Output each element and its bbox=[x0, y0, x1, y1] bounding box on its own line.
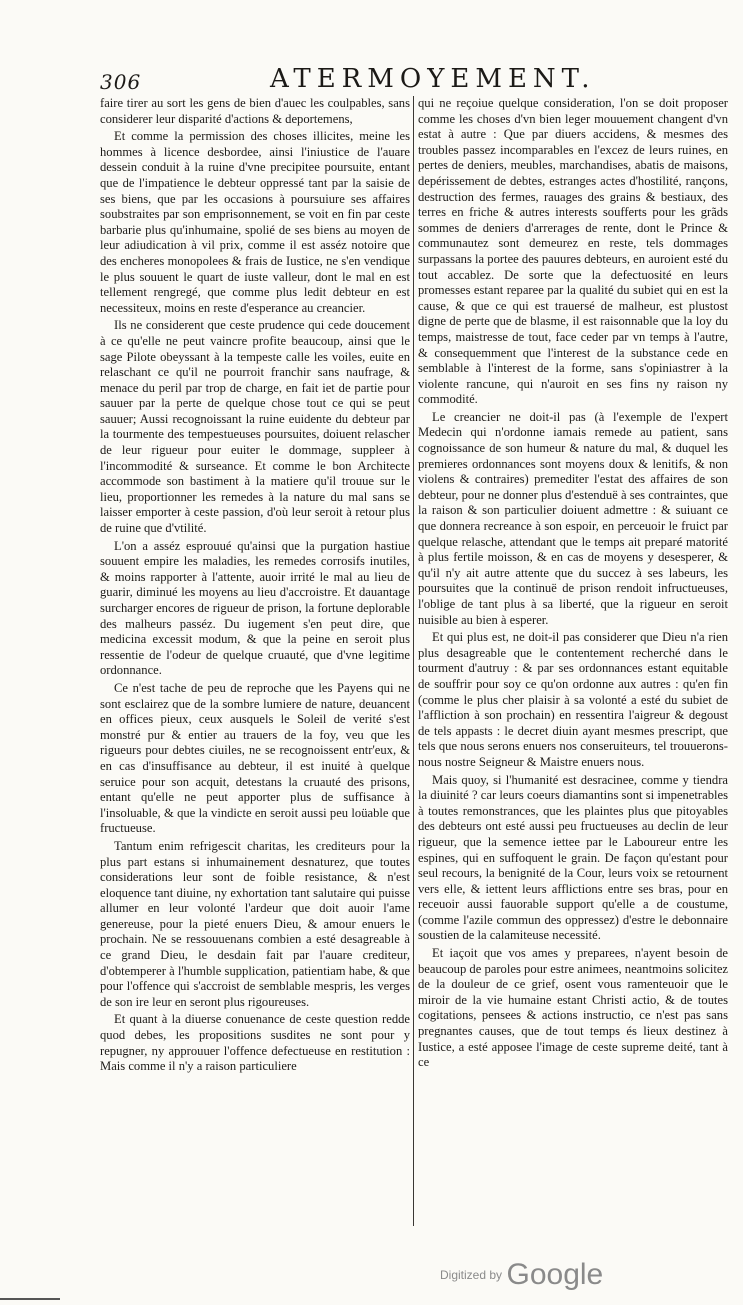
digitized-by-text: Digitized by bbox=[440, 1268, 503, 1282]
paragraph: qui ne reçoiue quelque consideration, l'on se doit proposer comme les choses d'vn bien leger mouuement changent d'vn estat à autre : Que par diuers accidens, & mesmes des troubles passez incomparables en l'excez de leurs ruines, en pertes de deniers, meubles, marchandises, abatis de maisons, depérissement de debtes, estranges actes d'hostilité, rançons, destruction des fermes, rauages des grains & bestiaux, des terres en friche & autres interests soufferts pour les grãds sommes de deniers d'arrerages de rente, dont le Prince & communautez sont demeurez en reste, tels dommages surpassans la portee des pauures debteurs, en auroient esté du tout accablez. De sorte que la defectuosité en leurs promesses estant reparee par la qualité du subiet qui en est la cause, & que ce qui est trauersé de malheur, est plustost digne de perte que de blasme, il est raisonnable que la loy du temps, maistresse de tout, face ceder par vn temps à l'autre, & consequemment que l'interest de la substance cede en semblable à l'interest de la forme, sans s'opiniastrer à la violente rancune, qui n'auroit en ses fins ny raison ny commodité. bbox=[418, 96, 728, 407]
left-column bbox=[100, 96, 410, 1226]
paragraph: Et qui plus est, ne doit-il pas considerer que Dieu n'a rien plus desagreable que le contentement recherché dans le tourment d'autruy : & par ses ordonnances estant equitable de souffrir pour soy ce qu'on ordonne aux autres : qu'en fin (comme le plus cher plaisir à sa volonté a esté du subiet de l'affliction à son prochain) en ressentira l'aigreur & degoust de tels appasts : le decret diuin ayant mesmes prescript, que tels que nous serons enuers nos conseruiteurs, tel trouuerons-nous nostre Seigneur & Maistre enuers nous. bbox=[418, 630, 728, 769]
paragraph: L'on a asséz esprouué qu'ainsi que la purgation hastiue souuent empire les maladies, les remedes corrosifs inutiles, & moins rapporter à l'attente, auoir irrité le mal au lieu de guarir, diminué les moyens au lieu d'accroistre. Et dauantage surcharger encores de rigueur de prison, la fortune deplorable des malheurs passéz. Du iugement s'en peut dire, que medicina excessit modum, & que la peine en seroit plus ressentie de l'odeur de quelque cruauté, que d'vne legitime ordonnance. bbox=[100, 538, 410, 678]
paragraph: Et comme la permission des choses illicites, meine les hommes à licence desbordee, ainsi l'iniustice de l'auare dessein conduit à la ruine d'vne precipitee poursuite, entant que de l'impatience le debteur oppressé tant par la saisie de ses biens, que par les occasions à poursuiure ses affaires soubstraites par son emprisonnement, se voit en fin par ceste barbarie plus qu'inhumaine, spolié de ses biens au moyen de leur adiudication à vil prix, comme il est asséz notoire que des encheres monopolees & frais de Iustice, ne s'en vendique le plus souuent le quart de iuste valleur, dont le mal en est tellement rengregé, que comme plus ledit debteur en est necessiteux, moins en reste d'esperance au creancier. bbox=[100, 129, 410, 315]
paragraph: Ils ne considerent que ceste prudence qui cede doucement à ce qu'elle ne peut vaincre profite beaucoup, ainsi que le sage Pilote obeyssant à la tempeste calle les voiles, euite en relaschant ce qu'il ne pourroit franchir sans naufrage, & menace du peril par trop de charge, en fait iet de partie pour sauuer par la perte de quelque chose tout ce qui se peut sauuer; Aussi recognoissant la ruine euidente du debteur par la tourmente des tempestueuses poursuites, doiuent relascher de leur rigueur pour euiter le dommage, suppleer à l'incommodité & surseance. Et comme le bon Architecte accommode son bastiment à la matiere qu'il trouue sur le lieu, proportionner les remedes à la nature du mal sans se laisser emporter à ceste passion, d'où leur seroit à retour plus de ruine que d'vtilité. bbox=[100, 318, 410, 536]
paragraph: Tantum enim refrigescit charitas, les crediteurs pour la plus part estans si inhumainement desnaturez, que toutes considerations leur sont de foible resistance, & n'est eloquence tant diuine, ny exhortation tant salutaire qui puisse allumer en leur volonté l'ardeur que doit auoir l'ame genereuse, pour la pieté enuers Dieu, & amour enuers le prochain. Ne se ressouuenans combien a esté desagreable à ce grand Dieu, le desdain fait par l'auare crediteur, d'obtemperer à l'humble supplication, patientiam habe, & que pour l'offence qui s'accroist de semblable mespris, les verges de son ire leur en seront plus rigoureuses. bbox=[100, 838, 410, 1009]
bottom-edge-mark bbox=[0, 1298, 60, 1300]
running-head: ATERMOYEMENT. bbox=[270, 64, 596, 94]
page-number: 306 bbox=[100, 70, 142, 94]
text-columns bbox=[100, 96, 730, 1226]
right-column bbox=[418, 96, 728, 1226]
digitized-by-watermark bbox=[440, 1258, 603, 1292]
paragraph: Et quant à la diuerse conuenance de ceste question redde quod debes, les propositions susdites ne sont pour y repugner, ny approuuer l'offence defectueuse en restitution : Mais comme il n'y a raison particuliere bbox=[100, 1012, 410, 1074]
paragraph: faire tirer au sort les gens de bien d'auec les coulpables, sans considerer leur disparité d'actions & deportemens, bbox=[100, 96, 410, 126]
paragraph: Et iaçoit que vos ames y preparees, n'ayent besoin de beaucoup de paroles pour estre animees, neantmoins solicitez de la douleur de ce grief, osent vous ramenteuoir que le miroir de la vie humaine estant Christi actio, & de toutes cogitations, pensees & actions instructio, ce n'est pas sans pregnantes causes, que de tout temps és lieux destinez à Iustice, a esté apposee l'image de ceste supreme deité, tant à ce bbox=[418, 946, 728, 1070]
column-divider bbox=[413, 96, 414, 1226]
google-logo: Google bbox=[506, 1258, 604, 1291]
paragraph: Le creancier ne doit-il pas (à l'exemple de l'expert Medecin qui n'ordonne iamais remede au patient, sans cognoissance de son humeur & nature du mal, & duquel les premieres ordonnances sont moyens doux & lenitifs, & non violens & contraires) premediter l'estat des affaires de son debteur, pour ne donner plus d'estenduë à ses contraintes, que la raison & son particulier doiuent admettre : & suiuant ce que donnera recreance à son espoir, en perceuoir le fruict par quelque relasche, attendant que le temps ait preparé matorité à plus fertile moisson, & en cas de moyens y desesperer, & qu'il n'y ait autre attente que du succez à ses labeurs, les poursuites que la continuë de prison rendoit infructueuses, l'oblige de tant plus à sa liberté, que la rigueur en seroit nuisible au bien à esperer. bbox=[418, 409, 728, 627]
paragraph: Mais quoy, si l'humanité est desracinee, comme y tiendra la diuinité ? car leurs coeurs diamantins sont si impenetrables à toutes remonstrances, que les plaintes plus que pitoyables des debteurs ont esté aussi peu fructueuses au declin de leur rigueur, que la semence iettee par le Laboureur entre les espines, qui en suffoquent le grain. De façon qu'estant pour seul recours, la benignité de la Cour, leurs voix se retournent vers elle, & iettent leurs afflictions entre ses bras, pour en receuoir aussi fauorable support qu'elle a de coustume, (comme l'azile commun des oppressez) d'estre le debonnaire soustien de la calamiteuse necessité. bbox=[418, 772, 728, 943]
paragraph: Ce n'est tache de peu de reproche que les Payens qui ne sont esclairez que de la sombre lumiere de nature, deuancent en offices pieux, ceux ausquels le Soleil de verité s'est monstré pur & entier au trauers de la foy, veu que les rigueurs pour debtes ciuiles, ne se recognoissent entr'eux, & en cas d'insuffisance au debteur, il est inuité à quelque seruice pour son acquit, detestans la cruauté des prisons, entant qu'elle ne peut apporter plus de suffisance à l'insoluable, & que la vindicte en seroit aussi peu loüable que fructueuse. bbox=[100, 680, 410, 836]
